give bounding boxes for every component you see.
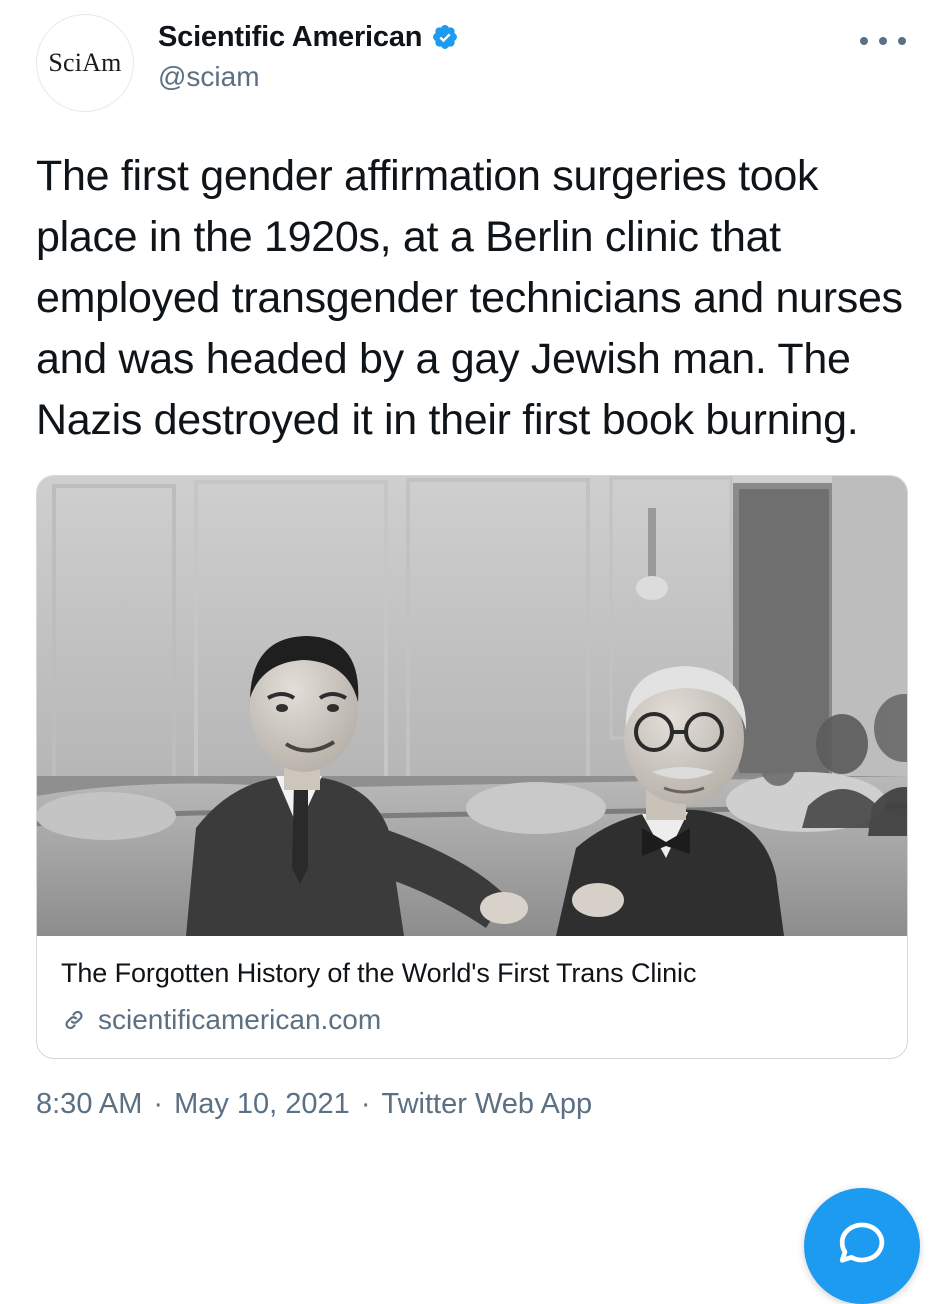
card-title[interactable]: The Forgotten History of the World's First Trans Clinic — [61, 958, 697, 988]
more-options-icon[interactable] — [860, 26, 906, 56]
display-name-row — [158, 20, 459, 54]
compose-message-button[interactable] — [804, 1188, 920, 1304]
card-image[interactable] — [37, 476, 907, 936]
card-domain-row — [61, 1004, 883, 1036]
avatar[interactable] — [36, 14, 134, 112]
account-info — [158, 14, 459, 94]
avatar-label: SciAm — [48, 48, 122, 77]
timestamp-source: Twitter Web App — [381, 1088, 593, 1120]
card-domain[interactable]: scientificamerican.com — [98, 1004, 382, 1035]
compose-message-icon — [834, 1216, 890, 1277]
timestamp-time: 8:30 AM — [36, 1088, 143, 1120]
link-chain-icon — [61, 1007, 87, 1033]
timestamp-date: May 10, 2021 — [174, 1088, 350, 1120]
tweet-timestamp — [36, 1087, 912, 1121]
timestamp-separator-2: · — [360, 1088, 371, 1120]
verified-badge-icon — [431, 23, 459, 51]
account-handle[interactable]: @sciam — [158, 61, 260, 92]
timestamp-separator-1: · — [153, 1088, 164, 1120]
card-body — [37, 936, 907, 1058]
tweet-text: The first gender affirmation surgeries took place in the 1920s, at a Berlin clinic that employed transgender technicians and nurses and was headed by a gay Jewish man. The Nazis destroyed it in their first book burning. — [36, 152, 915, 444]
link-preview-card[interactable] — [36, 475, 908, 1059]
display-name[interactable]: Scientific American — [158, 21, 423, 53]
tweet-header — [36, 14, 912, 112]
